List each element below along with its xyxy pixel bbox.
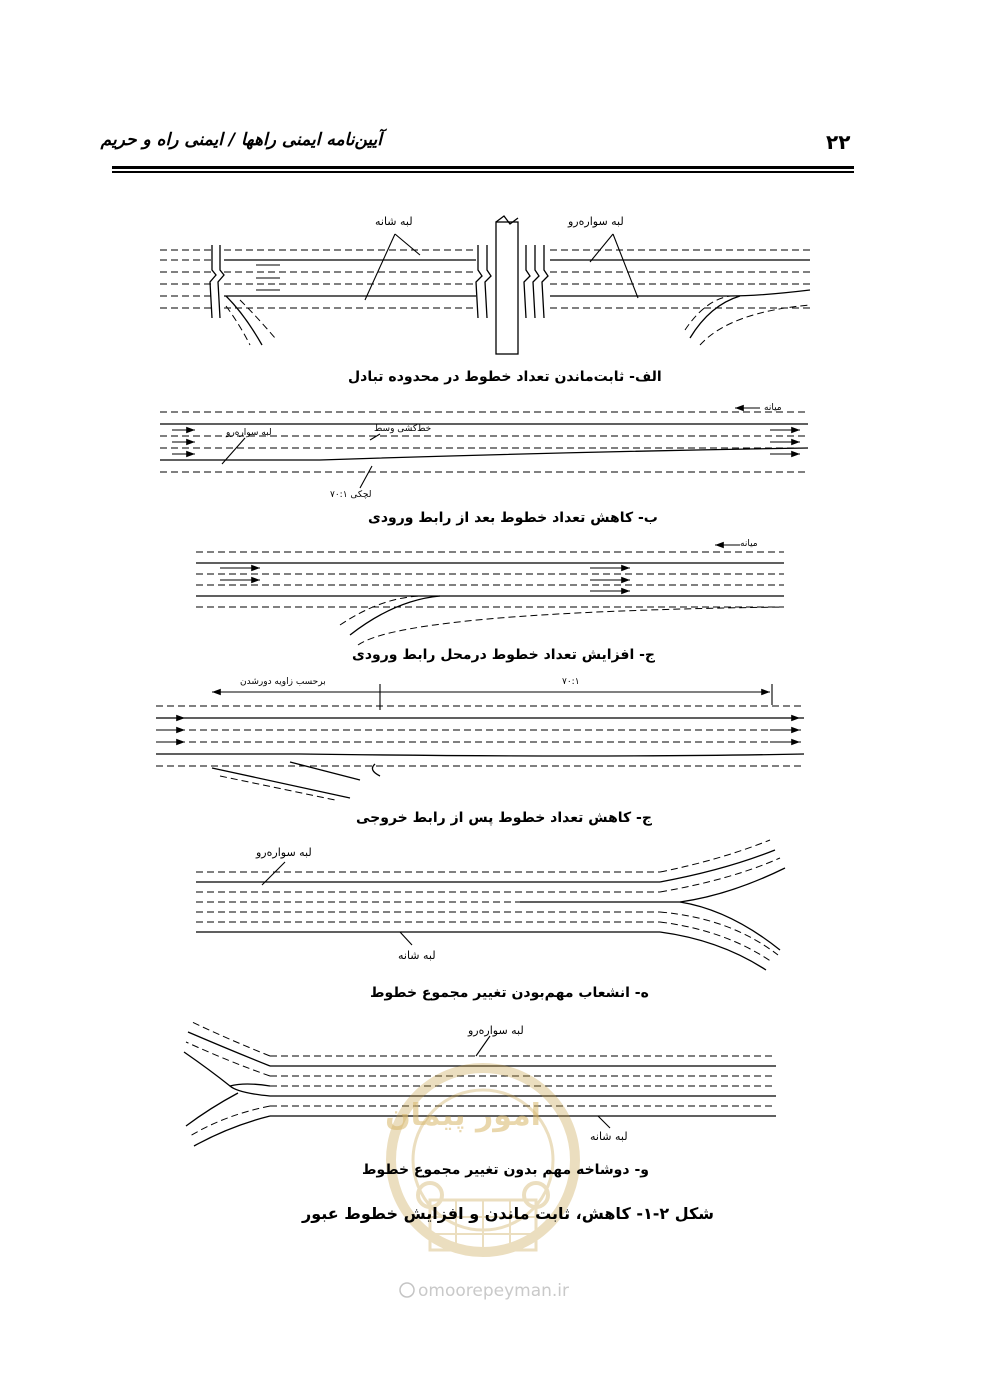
panel-e-caption: ه- انشعاب مهم‌بودن تغییر مجموع خطوط [370,985,649,1001]
panel-d-drawing [156,684,804,800]
panel-e-pavement-label: لبه سواره‌رو [256,846,312,859]
panel-a-drawing [160,216,810,354]
panel-b-center-label: خط‌کشی وسط [374,424,432,434]
panel-d-caption: ج- کاهش تعداد خطوط پس از رابط خروجی [356,810,652,826]
panel-a-shoulder-label: لبه شانه [375,215,413,228]
panel-a-caption: الف- ثابت‌ماندن تعداد خطوط در محدوده تبادل [348,369,662,385]
figure-caption: شکل ۲-۱- کاهش، ثابت ماندن و افزایش خطوط عبور [302,1204,715,1223]
panel-b-taper-label: لچکی ۷۰:۱ [330,490,372,500]
panel-f-caption: و- دوشاخه مهم بدون تغییر مجموع خطوط [362,1162,649,1178]
panel-f-shoulder-label: لبه شانه [590,1130,628,1143]
panel-b-median-label: میانه [764,403,782,413]
running-title: آیین‌نامه ایمنی راهها / ایمنی راه و حریم [100,130,382,150]
globe-icon [400,1283,414,1297]
panel-e-drawing [196,840,785,970]
panel-d-angle-label: برحسب زاویه دورشدن [240,677,326,687]
panel-c-drawing [196,545,784,645]
watermark-logo-text: امور پیمان [385,1098,541,1133]
panel-b-pavement-label: لبه سواره‌رو [226,428,272,438]
panel-a-pavement-label: لبه سواره‌رو [568,215,624,228]
page-number: ۲۲ [826,130,851,154]
watermark-site: omoorepeyman.ir [418,1281,570,1301]
panel-e-shoulder-label: لبه شانه [398,949,436,962]
panel-d-ratio-label: ۷۰:۱ [562,677,580,687]
panel-c-caption: ج- افزایش تعداد خطوط درمحل رابط ورودی [352,647,656,663]
panel-f-pavement-label: لبه سواره‌رو [468,1024,524,1037]
panel-c-median-label: میانه [740,539,758,549]
panel-b-caption: ب- کاهش تعداد خطوط بعد از رابط ورودی [368,510,658,526]
panel-b-drawing [160,408,808,488]
